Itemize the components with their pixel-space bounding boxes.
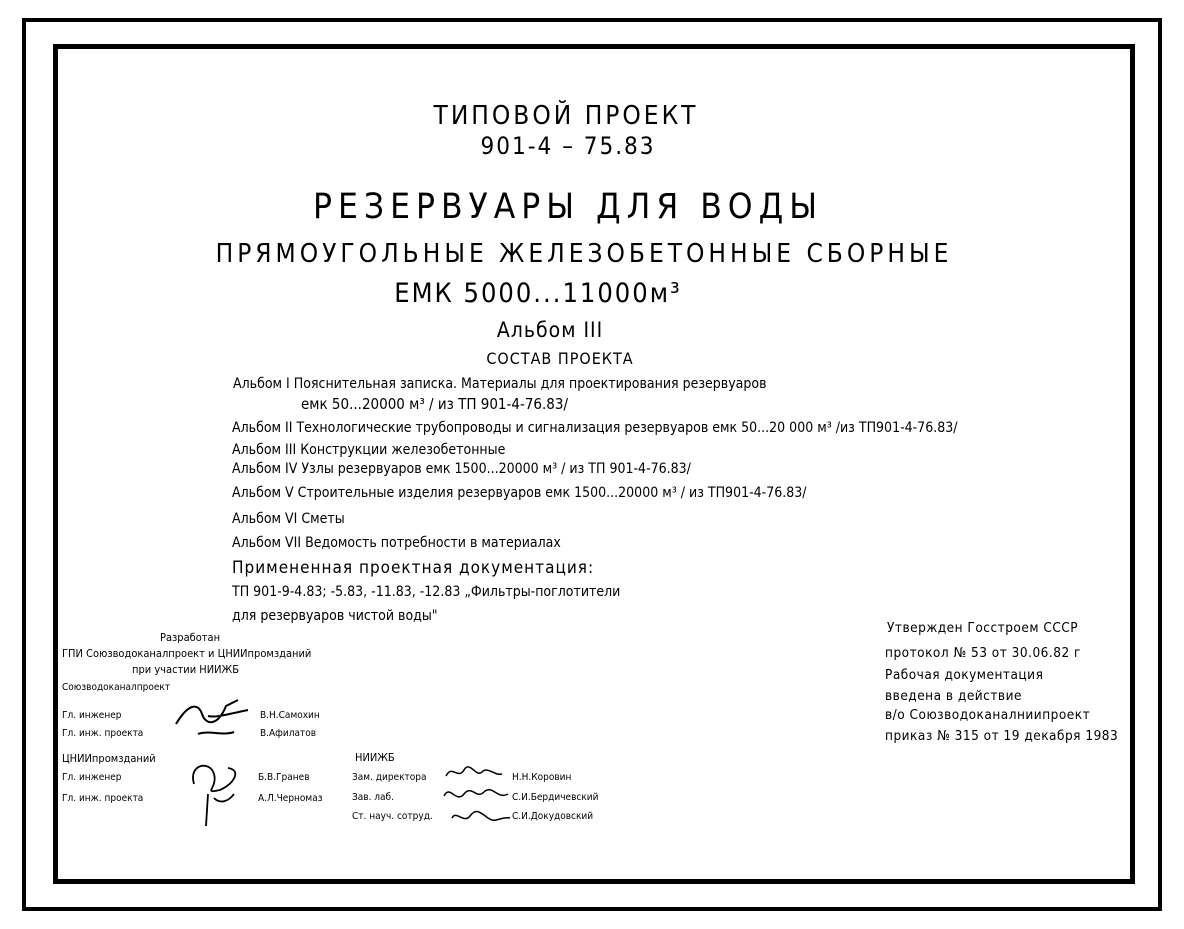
signatory-name: А.Л.Черномаз [258,793,323,804]
developed-orgs: ГПИ Союзводоканалпроект и ЦНИИпромзданий [62,647,312,660]
album-list-item: емк 50...20000 м³ / из ТП 901-4-76.83/ [301,395,569,413]
approval-line: протокол № 53 от 30.06.82 г [885,645,1081,661]
signatory-role: Зам. директора [352,772,427,783]
album-list-item: Альбом VII Ведомость потребности в материалах [232,535,561,551]
signatory-name: С.И.Бердичевский [512,792,599,803]
signature-3 [442,762,504,784]
signatory-role: Зав. лаб. [352,792,394,803]
approval-line: Утвержден Госстроем СССР [887,620,1079,636]
developed-participation: при участии НИИЖБ [132,663,239,676]
signatory-name: Н.Н.Коровин [512,772,572,783]
album-list-item: Альбом V Строительные изделия резервуаров емк 1500...20000 м³ / из ТП901-4-76.83/ [232,485,807,501]
title-line-1: ТИПОВОЙ ПРОЕКТ [433,101,699,131]
subtitle: ПРЯМОУГОЛЬНЫЕ ЖЕЛЕЗОБЕТОННЫЕ СБОРНЫЕ [215,239,953,269]
signatory-name: Б.В.Гранев [258,772,310,783]
signature-2 [184,754,248,830]
org-name: Союзводоканалпроект [62,682,171,693]
album-list-item: Альбом II Технологические трубопроводы и сигнализация резервуаров емк 50...20 000 м³ /из ТП901-4-76.83/ [232,420,958,436]
org-name: ЦНИИпромзданий [62,752,156,765]
signature-5 [448,806,512,828]
project-number: 901-4 – 75.83 [480,132,656,160]
capacity: ЕМК 5000...11000м³ [394,278,682,309]
signatory-role: Ст. науч. сотруд. [352,811,433,822]
album-list-item: Альбом I Пояснительная записка. Материалы для проектирования резервуаров [233,376,767,392]
approval-line: введена в действие [885,688,1022,704]
applied-docs-line: ТП 901-9-4.83; -5.83, -11.83, -12.83 „Фильтры-поглотители [232,584,621,600]
org-name: НИИЖБ [355,751,395,764]
approval-line: приказ № 315 от 19 декабря 1983 [885,728,1119,744]
album-list-item: Альбом IV Узлы резервуаров емк 1500...20000 м³ / из ТП 901-4-76.83/ [232,461,691,477]
signature-1 [168,696,258,744]
applied-docs-heading: Примененная проектная документация: [232,558,595,578]
main-title: РЕЗЕРВУАРЫ ДЛЯ ВОДЫ [313,187,823,227]
signatory-role: Гл. инж. проекта [62,793,144,804]
album-list-item: Альбом III Конструкции железобетонные [232,442,506,458]
signatory-name: С.И.Докудовский [512,811,594,822]
signatory-role: Гл. инженер [62,772,122,783]
album-list-item: Альбом VI Сметы [232,511,345,527]
signatory-role: Гл. инженер [62,710,122,721]
composition-heading: СОСТАВ ПРОЕКТА [486,349,634,368]
approval-line: в/о Союзводоканалниипроект [885,707,1091,723]
approval-line: Рабочая документация [885,667,1044,683]
developed-heading: Разработан [160,631,221,644]
applied-docs-line: для резервуаров чистой воды" [232,608,438,624]
signatory-name: В.Н.Самохин [260,710,320,721]
album-number: Альбом III [496,318,604,342]
signatory-name: В.Афилатов [260,728,317,739]
signatory-role: Гл. инж. проекта [62,728,144,739]
signature-4 [440,784,510,806]
